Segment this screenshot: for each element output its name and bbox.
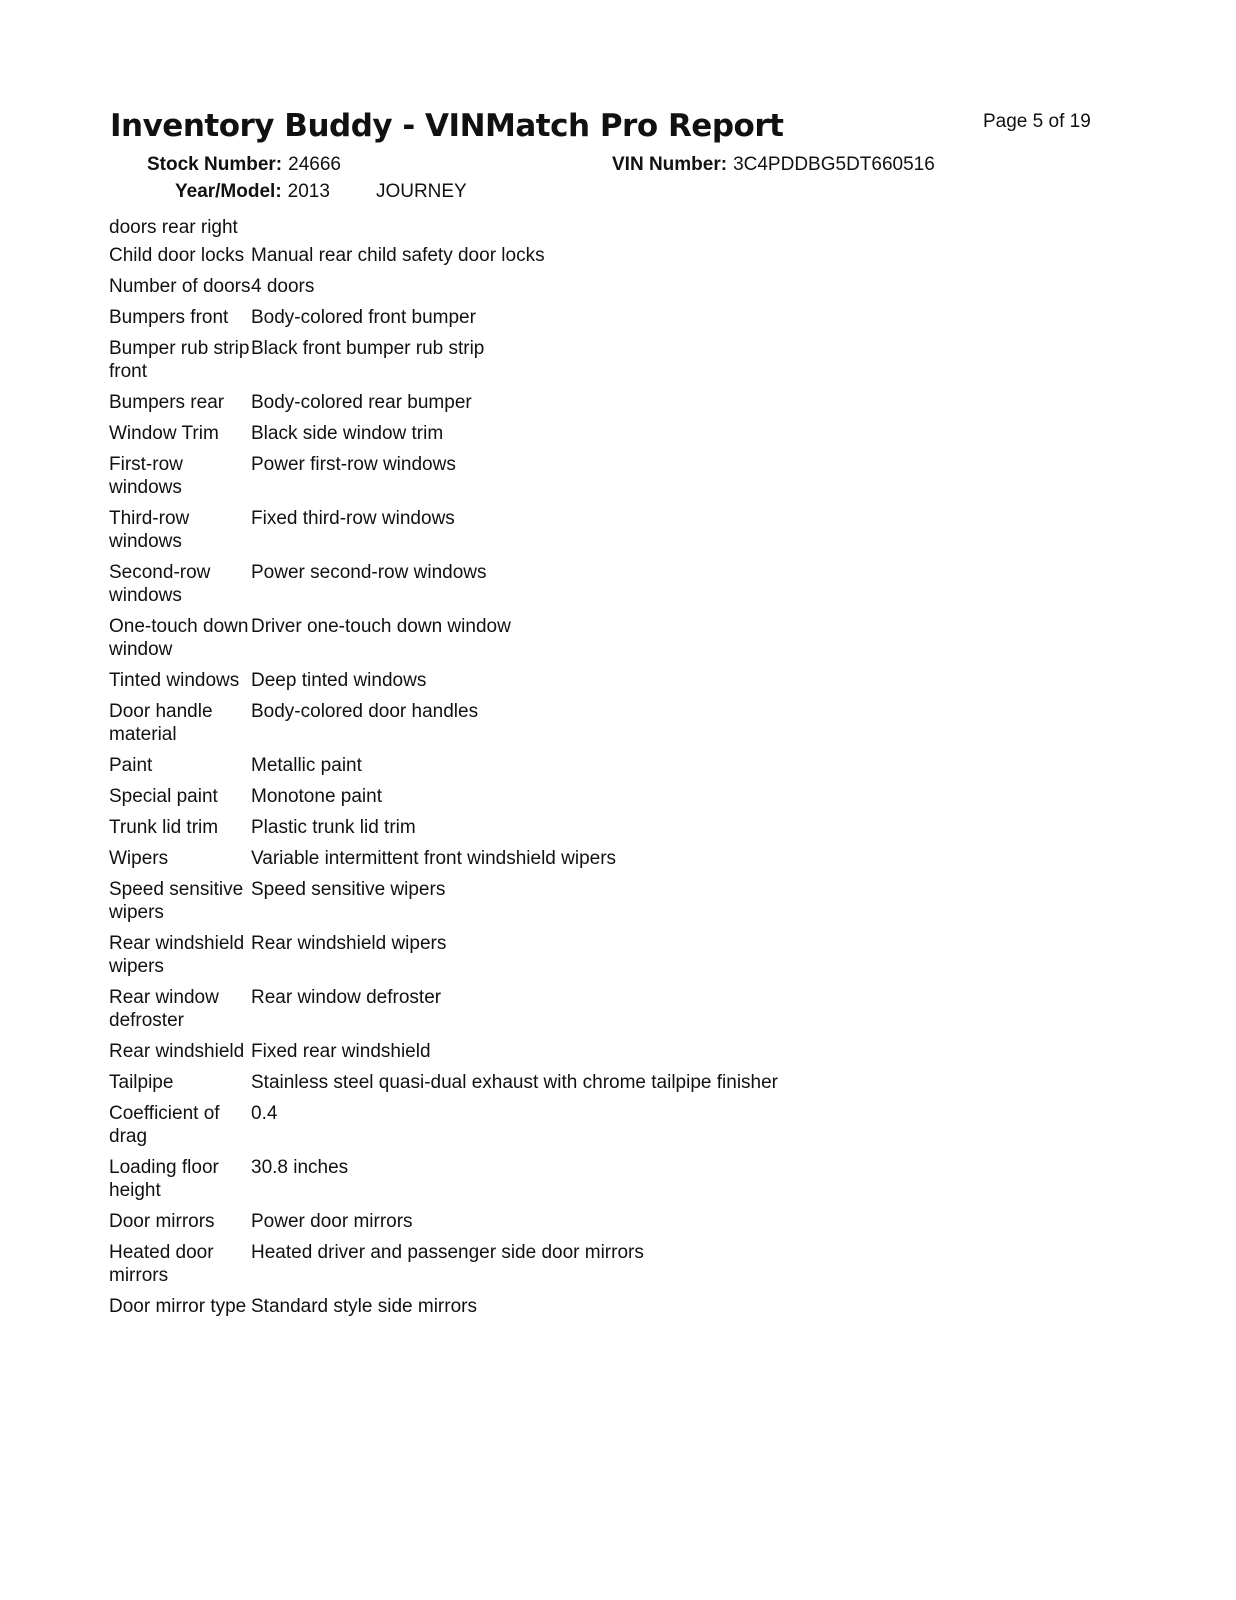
spec-name: Trunk lid trim xyxy=(109,817,219,838)
continued-text: doors rear right xyxy=(109,217,238,238)
spec-name: Speed sensitive wipers xyxy=(109,879,244,923)
spec-value: Body-colored front bumper xyxy=(251,307,476,328)
spec-name: Number of doors xyxy=(109,276,251,297)
spec-table xyxy=(109,216,778,1326)
year-model-row xyxy=(175,181,467,203)
spec-name: Child door locks xyxy=(109,245,245,266)
spec-value: Deep tinted windows xyxy=(251,670,427,691)
spec-row xyxy=(109,847,778,878)
spec-name: Tailpipe xyxy=(109,1072,174,1093)
spec-name: Bumpers front xyxy=(109,307,229,328)
spec-value: Plastic trunk lid trim xyxy=(251,817,416,838)
spec-name: First-row windows xyxy=(109,454,183,498)
spec-value: Heated driver and passenger side door mirrors xyxy=(251,1242,644,1263)
spec-row xyxy=(109,1040,778,1071)
spec-value: Power first-row windows xyxy=(251,454,456,475)
spec-value: Stainless steel quasi-dual exhaust with chrome tailpipe finisher xyxy=(251,1072,778,1093)
spec-row xyxy=(109,337,778,391)
spec-name: Rear window defroster xyxy=(109,987,219,1031)
spec-row xyxy=(109,615,778,669)
spec-name: Loading floor height xyxy=(109,1157,219,1201)
spec-name: Heated door mirrors xyxy=(109,1242,214,1286)
spec-value: 4 doors xyxy=(251,276,315,297)
spec-row xyxy=(109,785,778,816)
spec-row xyxy=(109,507,778,561)
spec-row xyxy=(109,1295,778,1326)
spec-value: Power door mirrors xyxy=(251,1211,413,1232)
spec-row xyxy=(109,669,778,700)
spec-value: Black front bumper rub strip xyxy=(251,338,485,359)
year-value: 2013 xyxy=(287,181,330,202)
spec-value: Monotone paint xyxy=(251,786,382,807)
spec-value: Rear windshield wipers xyxy=(251,933,447,954)
stock-number-value: 24666 xyxy=(288,154,341,175)
spec-value: Body-colored door handles xyxy=(251,701,479,722)
model-value: JOURNEY xyxy=(375,181,467,202)
spec-row xyxy=(109,1071,778,1102)
spec-row xyxy=(109,275,778,306)
spec-row xyxy=(109,1156,778,1210)
spec-row xyxy=(109,561,778,615)
spec-row xyxy=(109,391,778,422)
spec-name: One-touch down window xyxy=(109,616,249,660)
spec-value: Driver one-touch down window xyxy=(251,616,511,637)
spec-value: 30.8 inches xyxy=(251,1157,349,1178)
spec-name: Third-row windows xyxy=(109,508,190,552)
spec-row xyxy=(109,700,778,754)
report-title: Inventory Buddy - VINMatch Pro Report xyxy=(110,108,784,144)
spec-value: Fixed rear windshield xyxy=(251,1041,431,1062)
spec-row xyxy=(109,986,778,1040)
spec-row xyxy=(109,1102,778,1156)
spec-name: Second-row windows xyxy=(109,562,211,606)
year-model-label: Year/Model: xyxy=(175,181,282,202)
spec-row xyxy=(109,1210,778,1241)
spec-name: Door mirrors xyxy=(109,1211,215,1232)
spec-value: 0.4 xyxy=(251,1103,278,1124)
spec-row xyxy=(109,754,778,785)
spec-name: Window Trim xyxy=(109,423,219,444)
stock-number-label: Stock Number: xyxy=(147,154,283,175)
vin-number-value: 3C4PDDBG5DT660516 xyxy=(733,154,935,175)
continued-row xyxy=(109,216,778,244)
spec-value: Speed sensitive wipers xyxy=(251,879,446,900)
vin-number-label: VIN Number: xyxy=(612,154,728,175)
spec-name: Rear windshield xyxy=(109,1041,245,1062)
spec-name: Rear windshield wipers xyxy=(109,933,245,977)
spec-value: Variable intermittent front windshield wipers xyxy=(251,848,617,869)
spec-value: Manual rear child safety door locks xyxy=(251,245,545,266)
spec-row xyxy=(109,422,778,453)
spec-value: Black side window trim xyxy=(251,423,444,444)
spec-value: Standard style side mirrors xyxy=(251,1296,477,1317)
stock-number-row xyxy=(147,154,341,176)
spec-row xyxy=(109,1241,778,1295)
spec-name: Door mirror type xyxy=(109,1296,247,1317)
spec-value: Fixed third-row windows xyxy=(251,508,455,529)
spec-name: Wipers xyxy=(109,848,169,869)
spec-name: Paint xyxy=(109,755,153,776)
spec-row xyxy=(109,816,778,847)
spec-row xyxy=(109,244,778,275)
spec-name: Special paint xyxy=(109,786,218,807)
spec-value: Metallic paint xyxy=(251,755,362,776)
spec-value: Rear window defroster xyxy=(251,987,442,1008)
spec-name: Bumper rub strip front xyxy=(109,338,250,382)
spec-name: Door handle material xyxy=(109,701,213,745)
spec-value: Body-colored rear bumper xyxy=(251,392,472,413)
spec-name: Coefficient of drag xyxy=(109,1103,220,1147)
page-number: Page 5 of 19 xyxy=(983,111,1091,132)
spec-value: Power second-row windows xyxy=(251,562,487,583)
spec-row xyxy=(109,453,778,507)
spec-name: Tinted windows xyxy=(109,670,240,691)
spec-row xyxy=(109,878,778,932)
spec-name: Bumpers rear xyxy=(109,392,225,413)
spec-row xyxy=(109,306,778,337)
vin-number-row xyxy=(612,154,935,176)
spec-row xyxy=(109,932,778,986)
